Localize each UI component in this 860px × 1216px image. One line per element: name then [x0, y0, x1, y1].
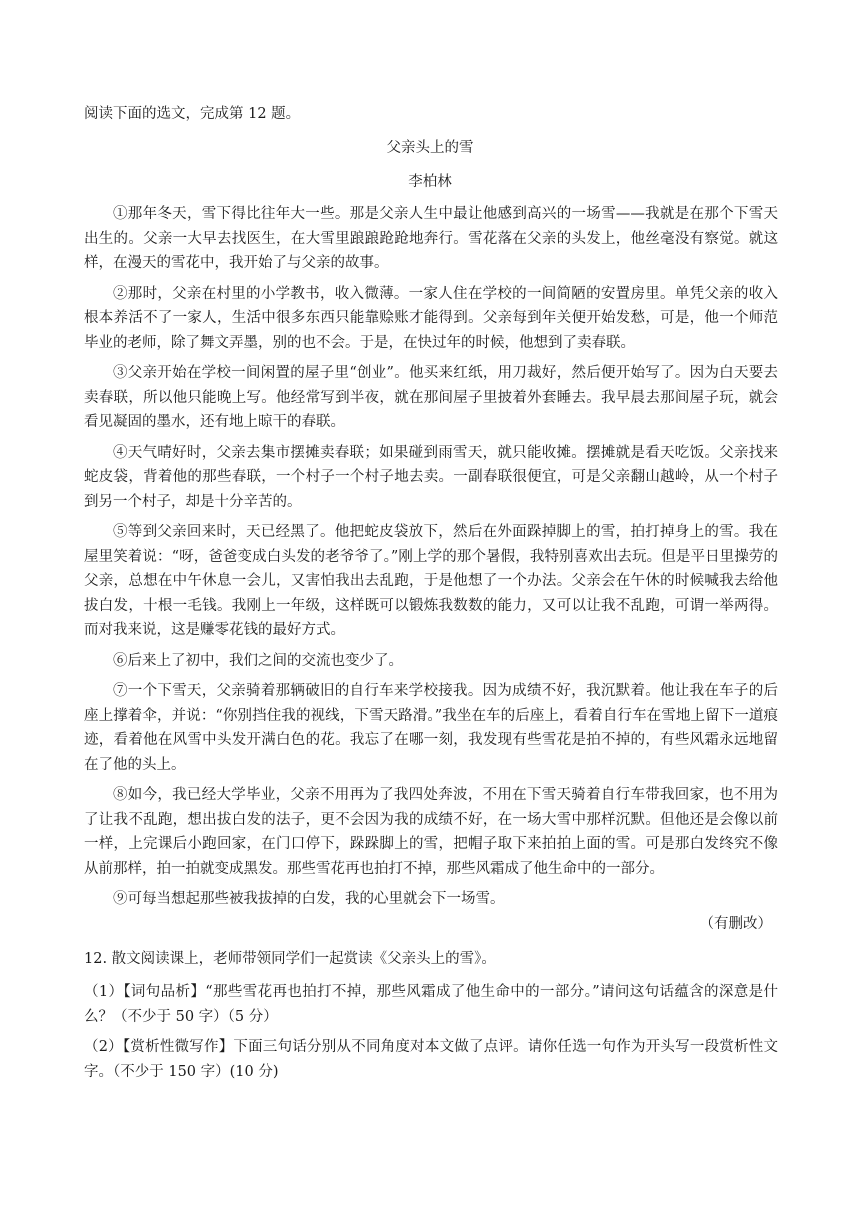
paragraph-4: ④天气晴好时，父亲去集市摆摊卖春联；如果碰到雨雪天，就只能收摊。摆摊就是看天吃饭。父亲找来蛇皮袋，背着他的那些春联，一个村子一个村子地去卖。一副春联很便宜，可是父亲翻山越岭，从一个村子到另一个村子，却是十分辛苦的。 — [84, 444, 778, 510]
paragraph-9: ⑨可每当想起那些被我拔掉的白发，我的心里就会下一场雪。 — [113, 891, 505, 907]
article-title: 父亲头上的雪 — [386, 140, 474, 156]
edit-note: （有删改） — [699, 916, 772, 932]
sub-question-2: （2）【赏析性微写作】下面三句话分别从不同角度对本文做了点评。请你任选一句作为开头写一段赏析性文字。（不少于 150 字）(10 分) — [84, 1039, 778, 1080]
question-stem: 12. 散文阅读课上，老师带领同学们一起赏读《父亲头上的雪》。 — [84, 951, 496, 967]
article-body — [84, 202, 778, 918]
sub-question-1: （1）【词句品析】“那些雪花再也拍打不掉，那些风霜成了他生命中的一部分。”请问这句话蕴含的深意是什么？（不少于 50 字）（5 分） — [84, 984, 778, 1025]
paragraph-1: ①那年冬天，雪下得比往年大一些。那是父亲人生中最让他感到高兴的一场雪——我就是在那个下雪天出生的。父亲一大早去找医生，在大雪里踉踉跄跄地奔行。雪花落在父亲的头发上，他丝毫没有察觉。就这样，在漫天的雪花中，我开始了与父亲的故事。 — [84, 206, 778, 271]
paragraph-5: ⑤等到父亲回来时，天已经黑了。他把蛇皮袋放下，然后在外面跺掉脚上的雪，拍打掉身上的雪。我在屋里笑着说：“呀，爸爸变成白头发的老爷爷了。”刚上学的那个暑假，我特别喜欢出去玩。但是平日里操劳的父亲，总想在中午休息一会儿，又害怕我出去乱跑，于是他想了一个办法。父亲会在午休的时候喊我去给他拔白发，十根一毛钱。我刚上一年级，这样既可以锻炼我数数的能力，又可以让我不乱跑，可谓一举两得。而对我来说，这是赚零花钱的最好方式。 — [84, 524, 778, 638]
paragraph-2: ②那时，父亲在村里的小学教书，收入微薄。一家人住在学校的一间简陋的安置房里。单凭父亲的收入根本养活不了一家人，生活中很多东西只能靠赊账才能得到。父亲每到年关便开始发愁，可是，他一个师范毕业的老师，除了舞文弄墨，别的也不会。于是，在快过年的时候，他想到了卖春联。 — [84, 285, 778, 351]
paragraph-6: ⑥后来上了初中，我们之间的交流也变少了。 — [113, 652, 403, 669]
paragraph-3: ③父亲开始在学校一间闲置的屋子里“创业”。他买来红纸，用刀裁好，然后便开始写了。因为白天要去卖春联，所以他只能晚上写。他经常写到半夜，就在那间屋子里披着外套睡去。我早晨去那间屋子玩，就会看见凝固的墨水，还有地上晾干的春联。 — [84, 365, 778, 430]
reading-instruction: 阅读下面的选文，完成第 12 题。 — [84, 106, 301, 122]
question-12 — [84, 948, 778, 1090]
paragraph-7: ⑦一个下雪天，父亲骑着那辆破旧的自行车来学校接我。因为成绩不好，我沉默着。他让我在车子的后座上撑着伞，并说：“你别挡住我的视线，下雪天路滑。”我坐在车的后座上，看着自行车在雪地上留下一道痕迹，看着他在风雪中头发开满白色的花。我忘了在哪一刻，我发现有些雪花是拍不掉的，有些风霜永远地留在了他的头上。 — [84, 683, 778, 773]
article-author: 李柏林 — [408, 174, 452, 190]
paragraph-8: ⑧如今，我已经大学毕业，父亲不用再为了我四处奔波，不用在下雪天骑着自行车带我回家，也不用为了让我不乱跑，想出拔白发的法子，更不会因为我的成绩不好，在一场大雪中那样沉默。但他还是会像以前一样，上完课后小跑回家，在门口停下，跺跺脚上的雪，把帽子取下来拍拍上面的雪。可是那白发终究不像从前那样，拍一拍就变成黑发。那些雪花再也拍打不掉，那些风霜成了他生命中的一部分。 — [84, 787, 778, 877]
